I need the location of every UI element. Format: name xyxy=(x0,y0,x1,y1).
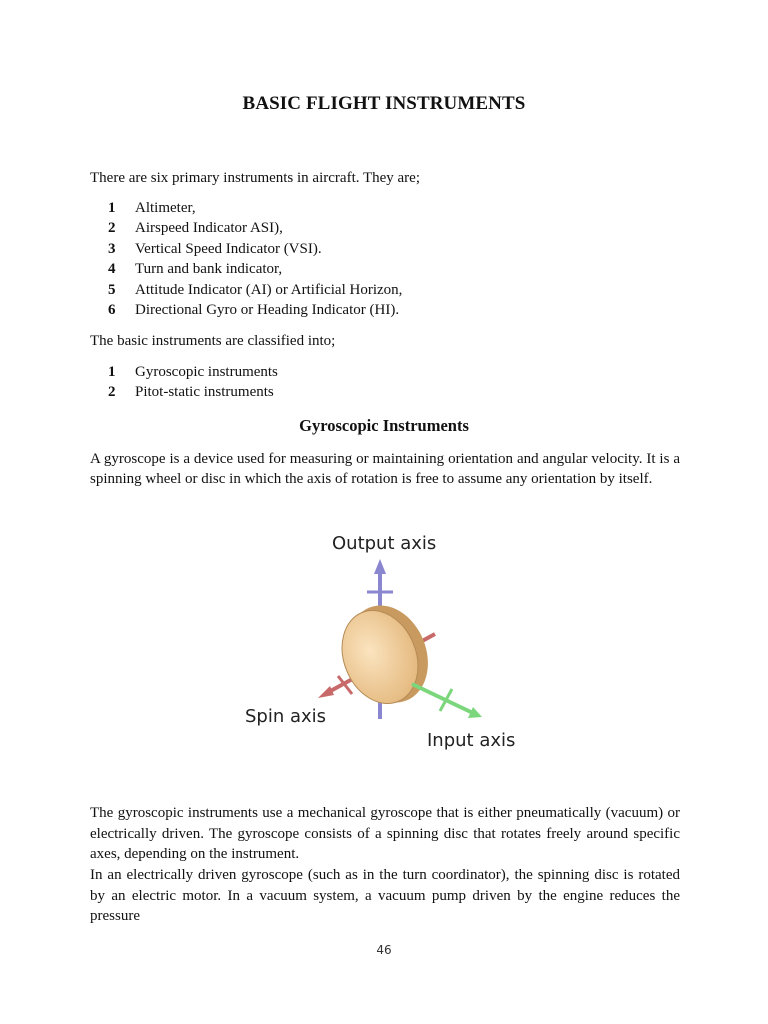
item-number: 5 xyxy=(108,281,116,298)
item-text: Pitot-static instruments xyxy=(135,384,274,401)
item-text: Gyroscopic instruments xyxy=(135,364,278,380)
item-text: Directional Gyro or Heading Indicator (HI). xyxy=(135,302,400,319)
list-item xyxy=(108,362,278,382)
list-item xyxy=(108,218,402,238)
output-axis-label: Output axis xyxy=(332,533,437,554)
list-item xyxy=(108,198,402,218)
classes-list xyxy=(108,362,278,403)
body-paragraph-1: The gyroscopic instruments use a mechanical gyroscope that is either pneumatically (vacuum) or electrically driven. The gyroscope consists of a spinning disc that rotates freely around specific axes, depending on the instrument. xyxy=(90,805,680,863)
item-number: 6 xyxy=(108,302,116,319)
item-text: Altimeter, xyxy=(135,200,196,216)
item-text: Attitude Indicator (AI) or Artificial Horizon, xyxy=(135,281,403,298)
page-number: 46 xyxy=(376,943,392,957)
item-number: 1 xyxy=(108,200,116,216)
section-heading: Gyroscopic Instruments xyxy=(299,416,469,435)
item-number: 3 xyxy=(108,240,116,257)
list-item xyxy=(108,300,402,320)
input-axis-arrow xyxy=(412,684,482,718)
item-number: 2 xyxy=(108,384,116,401)
item-text: Turn and bank indicator, xyxy=(135,261,283,278)
gyroscope-diagram xyxy=(230,524,540,760)
item-number: 2 xyxy=(108,220,116,237)
list-item xyxy=(108,259,402,279)
list-item xyxy=(108,239,402,259)
item-text: Airspeed Indicator ASI), xyxy=(135,220,283,237)
input-axis-label: Input axis xyxy=(427,730,516,751)
classified-intro: The basic instruments are classified into; xyxy=(90,333,336,349)
item-number: 1 xyxy=(108,364,116,380)
item-number: 4 xyxy=(108,261,116,278)
page-title: BASIC FLIGHT INSTRUMENTS xyxy=(242,93,526,114)
spinning-disc xyxy=(329,593,442,715)
list-item xyxy=(108,280,402,300)
spin-axis-label: Spin axis xyxy=(245,706,327,727)
list-item xyxy=(108,382,278,402)
primary-instruments-list xyxy=(108,198,402,320)
gyro-definition: A gyroscope is a device used for measuring or maintaining orientation and angular velocity. It is a spinning wheel or disc in which the axis of rotation is free to assume any orientation by itself. xyxy=(90,451,680,487)
body-paragraph-2: In an electrically driven gyroscope (such as in the turn coordinator), the spinning disc is rotated by an electric motor. In a vacuum system, a vacuum pump driven by the engine reduces the pressure xyxy=(90,867,680,925)
item-text: Vertical Speed Indicator (VSI). xyxy=(135,240,322,257)
intro-paragraph: There are six primary instruments in aircraft. They are; xyxy=(90,170,421,186)
